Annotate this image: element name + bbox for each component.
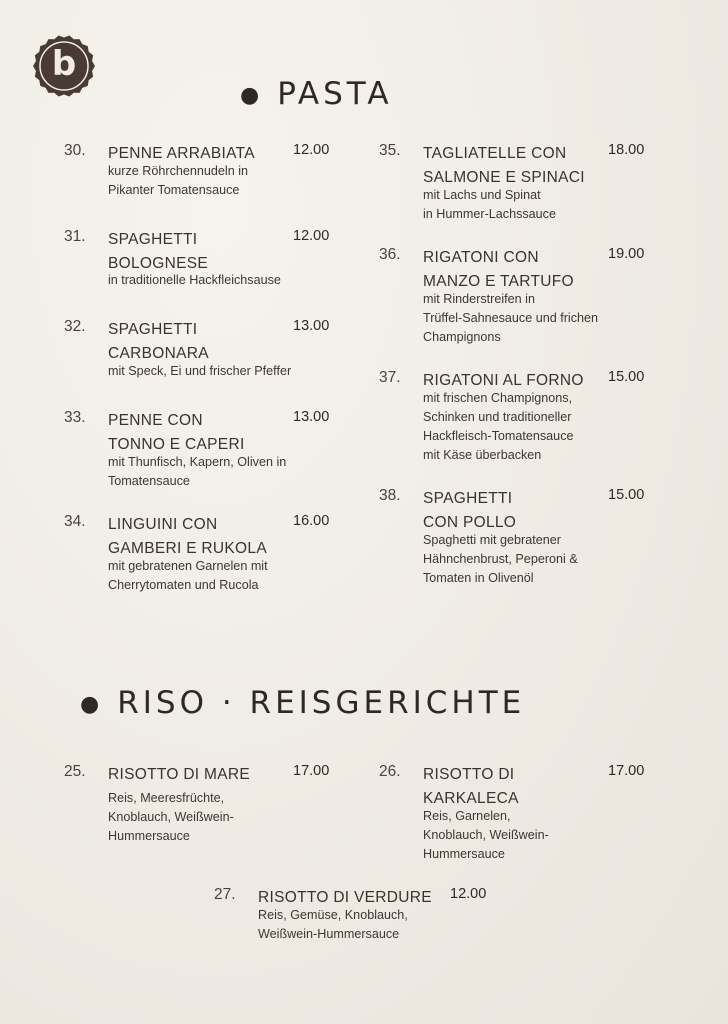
item-name: SPAGHETTI CON POLLO: [423, 490, 517, 531]
item-name: TAGLIATELLE CON SALMONE E SPINACI: [423, 145, 585, 186]
item-description: [258, 906, 408, 944]
item-number: 33.: [64, 409, 86, 426]
item-price: 13.00: [293, 318, 330, 334]
item-price: 12.00: [293, 142, 330, 158]
description-line: kurze Röhrchennudeln in: [108, 164, 249, 178]
riso-title-text: RISO · REISGERICHTE: [117, 685, 526, 721]
item-number: 37.: [379, 369, 401, 386]
description-line: Reis, Garnelen,: [423, 809, 511, 823]
description-line: Pikanter Tomatensauce: [108, 183, 240, 197]
bullet-icon: ●: [240, 83, 260, 108]
item-name: RIGATONI AL FORNO: [423, 372, 584, 389]
item-number: 30.: [64, 142, 86, 159]
item-name: PENNE ARRABIATA: [108, 145, 255, 162]
description-line: mit Rinderstreifen in: [423, 292, 535, 306]
item-price: 18.00: [608, 142, 645, 158]
description-line: Reis, Gemüse, Knoblauch,: [258, 908, 408, 922]
description-line: mit gebratenen Garnelen mit: [108, 559, 268, 573]
item-number: 34.: [64, 513, 86, 530]
item-price: 15.00: [608, 487, 645, 503]
item-price: 19.00: [608, 246, 645, 262]
item-number: 25.: [64, 763, 86, 780]
description-line: mit Käse überbacken: [423, 448, 542, 462]
description-line: Hummersauce: [423, 847, 505, 861]
item-price: 16.00: [293, 513, 330, 529]
description-line: Trüffel-Sahnesauce und frichen: [423, 311, 599, 325]
item-description: [423, 531, 578, 588]
pasta-title-text: PASTA: [277, 76, 393, 112]
description-line: Hähnchenbrust, Peperoni &: [423, 552, 578, 566]
item-number: 35.: [379, 142, 401, 159]
section-title-riso: [80, 685, 525, 721]
bullet-icon: ●: [80, 692, 100, 717]
description-line: Tomaten in Olivenöl: [423, 571, 534, 585]
item-price: 12.00: [450, 886, 487, 902]
item-description: [423, 807, 549, 864]
item-name: RIGATONI CON MANZO E TARTUFO: [423, 249, 574, 290]
item-description: [108, 557, 268, 595]
item-description: [108, 271, 281, 290]
item-name: SPAGHETTI BOLOGNESE: [108, 231, 209, 272]
item-description: [108, 789, 234, 846]
description-line: Reis, Meeresfrüchte,: [108, 791, 225, 805]
section-title-pasta: [240, 76, 393, 112]
item-name: RISOTTO DI VERDURE: [258, 889, 432, 906]
description-line: Champignons: [423, 330, 501, 344]
item-price: 13.00: [293, 409, 330, 425]
logo-letter: b: [51, 44, 77, 84]
item-description: [423, 389, 574, 465]
item-description: [108, 162, 248, 200]
description-line: mit Lachs und Spinat: [423, 188, 541, 202]
description-line: mit Thunfisch, Kapern, Oliven in: [108, 455, 287, 469]
item-price: 17.00: [293, 763, 330, 779]
item-name: SPAGHETTI CARBONARA: [108, 321, 209, 362]
item-name: LINGUINI CON GAMBERI E RUKOLA: [108, 516, 267, 557]
item-price: 15.00: [608, 369, 645, 385]
item-number: 31.: [64, 228, 86, 245]
description-line: Schinken und traditioneller: [423, 410, 572, 424]
description-line: Weißwein-Hummersauce: [258, 927, 400, 941]
item-name: RISOTTO DI MARE: [108, 766, 251, 783]
item-number: 26.: [379, 763, 401, 780]
description-line: mit frischen Champignons,: [423, 391, 573, 405]
item-number: 38.: [379, 487, 401, 504]
item-description: [423, 186, 556, 224]
description-line: Spaghetti mit gebratener: [423, 533, 561, 547]
description-line: Knoblauch, Weißwein-: [108, 810, 234, 824]
item-description: [108, 362, 291, 381]
item-price: 12.00: [293, 228, 330, 244]
item-price: 17.00: [608, 763, 645, 779]
item-name: RISOTTO DI KARKALECA: [423, 766, 519, 807]
description-line: Hackfleisch-Tomatensauce: [423, 429, 574, 443]
description-line: Hummersauce: [108, 829, 190, 843]
item-name: PENNE CON TONNO E CAPERI: [108, 412, 245, 453]
item-number: 27.: [214, 886, 236, 903]
item-description: [423, 290, 598, 347]
description-line: in traditionelle Hackfleichsause: [108, 273, 281, 287]
description-line: Knoblauch, Weißwein-: [423, 828, 549, 842]
description-line: mit Speck, Ei und frischer Pfeffer: [108, 364, 292, 378]
description-line: Cherrytomaten und Rucola: [108, 578, 259, 592]
item-number: 36.: [379, 246, 401, 263]
item-number: 32.: [64, 318, 86, 335]
restaurant-logo: [31, 33, 97, 99]
description-line: Tomatensauce: [108, 474, 190, 488]
description-line: in Hummer-Lachssauce: [423, 207, 556, 221]
item-description: [108, 453, 286, 491]
